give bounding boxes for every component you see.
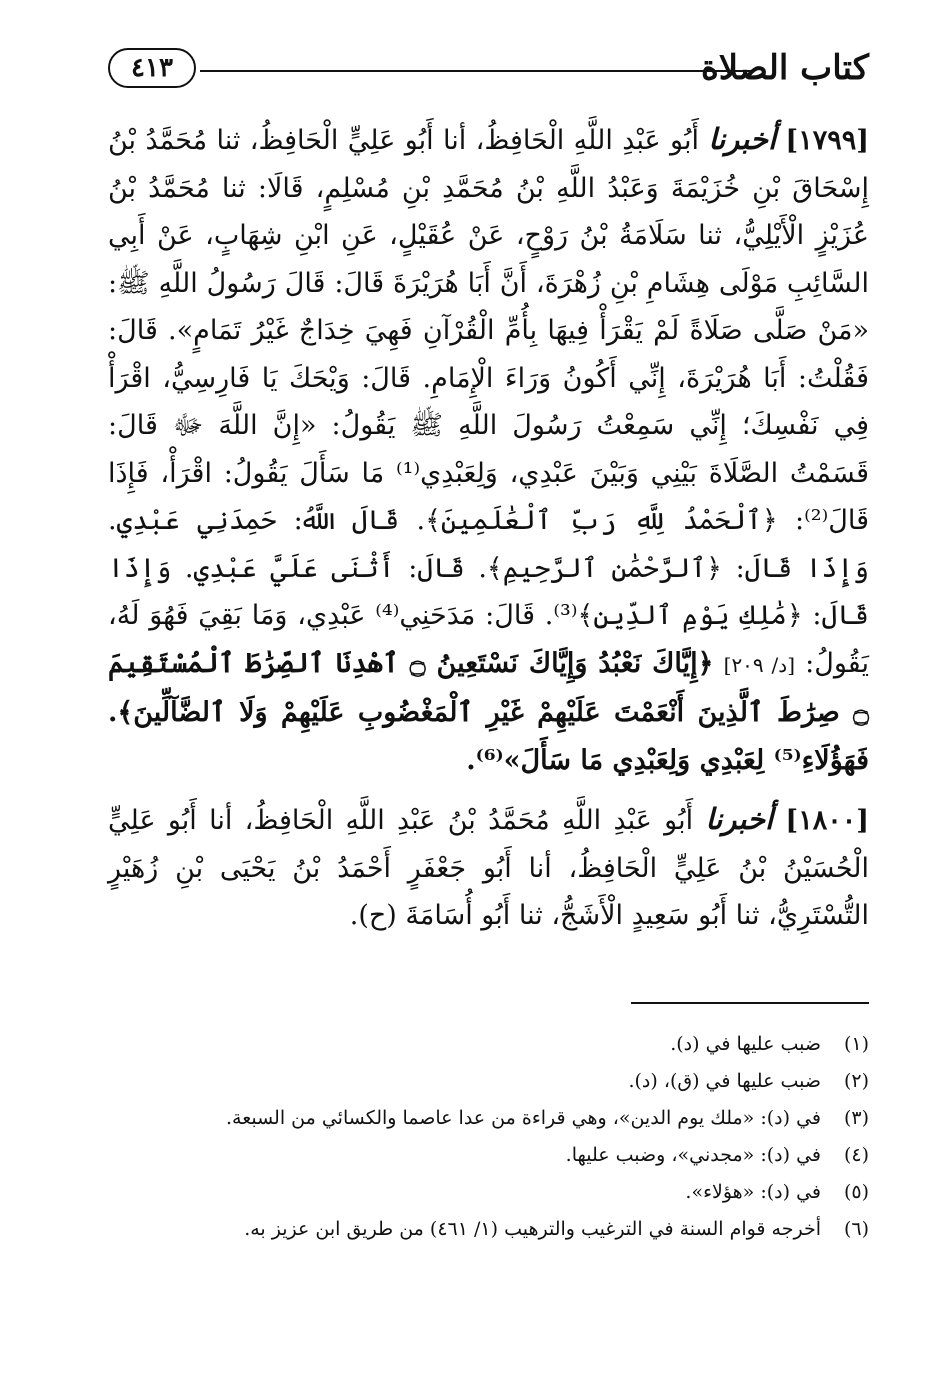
footnote-number: (٢) xyxy=(843,1070,869,1092)
hadith-1799 xyxy=(108,116,869,784)
footnote-item xyxy=(108,1137,869,1174)
footnote-item xyxy=(108,1174,869,1211)
footnotes-list xyxy=(108,1026,869,1248)
page-header xyxy=(108,48,869,98)
footnote-text: ضبب عليها في (ق)، (د). xyxy=(628,1070,821,1092)
manuscript-ref: [د/ ٢٠٩] xyxy=(723,652,796,677)
footnote-number: (١) xyxy=(843,1033,869,1055)
footnote-text: في (د): «هؤلاء». xyxy=(685,1181,821,1203)
page-number-badge: ٤١٣ xyxy=(108,48,196,88)
footnote-number: (٦) xyxy=(843,1218,869,1240)
hadith-text: أَبُو عَبْدِ اللَّهِ مُحَمَّدُ بْنُ عَبْدِ اللَّهِ الْحَافِظُ، أنا أَبُو عَلِيٍّ الْحُسَيْنُ بْنُ عَلِيٍّ الْحَافِظُ، أنا أَبُو جَعْفَرٍ أَحْمَدُ بْنُ يَحْيَى بْنِ زُهَيْرٍ التُّسْتَرِيُّ، ثنا أَبُو سَعِيدٍ الْأَشَجُّ، ثنا أَبُو أُسَامَةَ (ح). xyxy=(108,805,869,931)
footnote-item xyxy=(108,1211,869,1248)
footnote-number: (٤) xyxy=(843,1144,869,1166)
footnote-text: أخرجه قوام السنة في الترغيب والترهيب (١/ ٤٦١) من طريق ابن عزيز به. xyxy=(244,1218,821,1240)
footnote-number: (٥) xyxy=(843,1181,869,1203)
footnote-text: ضبب عليها في (د). xyxy=(670,1033,821,1055)
main-text xyxy=(108,116,869,940)
running-head-title: كتاب الصلاة xyxy=(700,48,869,88)
footnote-number: (٣) xyxy=(843,1107,869,1129)
narration-verb: أخبرنا xyxy=(708,122,777,156)
footnote-text: في (د): «ملك يوم الدين»، وهي قراءة من عدا عاصما والكسائي من السبعة. xyxy=(225,1107,821,1129)
footnote-item xyxy=(108,1063,869,1100)
footnote-item xyxy=(108,1026,869,1063)
hadith-1800 xyxy=(108,796,869,940)
footnote-separator xyxy=(631,1002,869,1004)
hadith-text-continued: ﴿إِيَّاكَ نَعْبُدُ وَإِيَّاكَ نَسْتَعِينُ ۝ ٱهْدِنَا ٱلصِّرَٰطَ ٱلْمُسْتَقِيمَ ۝ صِرَٰطَ ٱلَّذِينَ أَنْعَمْتَ عَلَيْهِمْ غَيْرِ ٱلْمَغْضُوبِ عَلَيْهِمْ وَلَا ٱلضَّآلِّينَ﴾. فَهَؤُلَاءِ⁽⁵⁾ لِعَبْدِي وَلِعَبْدِي مَا سَأَلَ»⁽⁶⁾. xyxy=(108,647,869,776)
footnote-item xyxy=(108,1100,869,1137)
narration-verb: أخبرنا xyxy=(705,802,774,836)
footnote-text: في (د): «مجدني»، وضبب عليها. xyxy=(565,1144,821,1166)
hadith-number: [١٨٠٠] xyxy=(785,805,869,836)
hadith-text: أَبُو عَبْدِ اللَّهِ الْحَافِظُ، أنا أَبُو عَلِيٍّ الْحَافِظُ، ثنا مُحَمَّدُ بْنُ إِسْحَاقَ بْنِ خُزَيْمَةَ وَعَبْدُ اللَّهِ بْنُ مُحَمَّدِ بْنِ مُسْلِمٍ، قَالَا: ثنا مُحَمَّدُ بْنُ عُزَيْزٍ الْأَيْلِيُّ، ثنا سَلَامَةُ بْنُ رَوْحٍ، عَنْ عُقَيْلٍ، عَنِ ابْنِ شِهَابٍ، عَنْ أَبِي السَّائِبِ مَوْلَى هِشَامِ بْنِ زُهْرَةَ، أَنَّ أَبَا هُرَيْرَةَ قَالَ: قَالَ رَسُولُ اللَّهِ ﷺ: «مَنْ صَلَّى صَلَاةً لَمْ يَقْرَأْ فِيهَا بِأُمِّ الْقُرْآنِ فَهِيَ خِدَاجٌ غَيْرُ تَمَامٍ». قَالَ: فَقُلْتُ: أَبَا هُرَيْرَةَ، إِنِّي أَكُونُ وَرَاءَ الْإِمَامِ. قَالَ: وَيْحَكَ يَا فَارِسِيُّ، اقْرَأْ فِي نَفْسِكَ؛ إِنِّي سَمِعْتُ رَسُولَ اللَّهِ ﷺ يَقُولُ: «إِنَّ اللَّهَ ﷻ قَالَ: قَسَمْتُ الصَّلَاةَ بَيْنِي وَبَيْنَ عَبْدِي، وَلِعَبْدِي⁽¹⁾ مَا سَأَلَ يَقُولُ: اقْرَأْ، فَإِذَا قَالَ⁽²⁾: ﴿ٱلْحَمْدُ لِلَّهِ رَبِّ ٱلْعَٰلَمِينَ﴾. قَالَ اللَّهُ: حَمِدَنِي عَبْدِي. وَإِذَا قَالَ: ﴿ٱلرَّحْمَٰنِ ٱلرَّحِيمِ﴾. قَالَ: أَثْنَى عَلَيَّ عَبْدِي. وَإِذَا قَالَ: ﴿مَٰلِكِ يَوْمِ ٱلدِّينِ﴾⁽³⁾. قَالَ: مَدَحَنِي⁽⁴⁾ عَبْدِي، وَمَا بَقِيَ فَهُوَ لَهُ، يَقُولُ: xyxy=(108,125,869,679)
header-rule xyxy=(200,70,751,72)
hadith-number: [١٧٩٩] xyxy=(785,125,869,156)
